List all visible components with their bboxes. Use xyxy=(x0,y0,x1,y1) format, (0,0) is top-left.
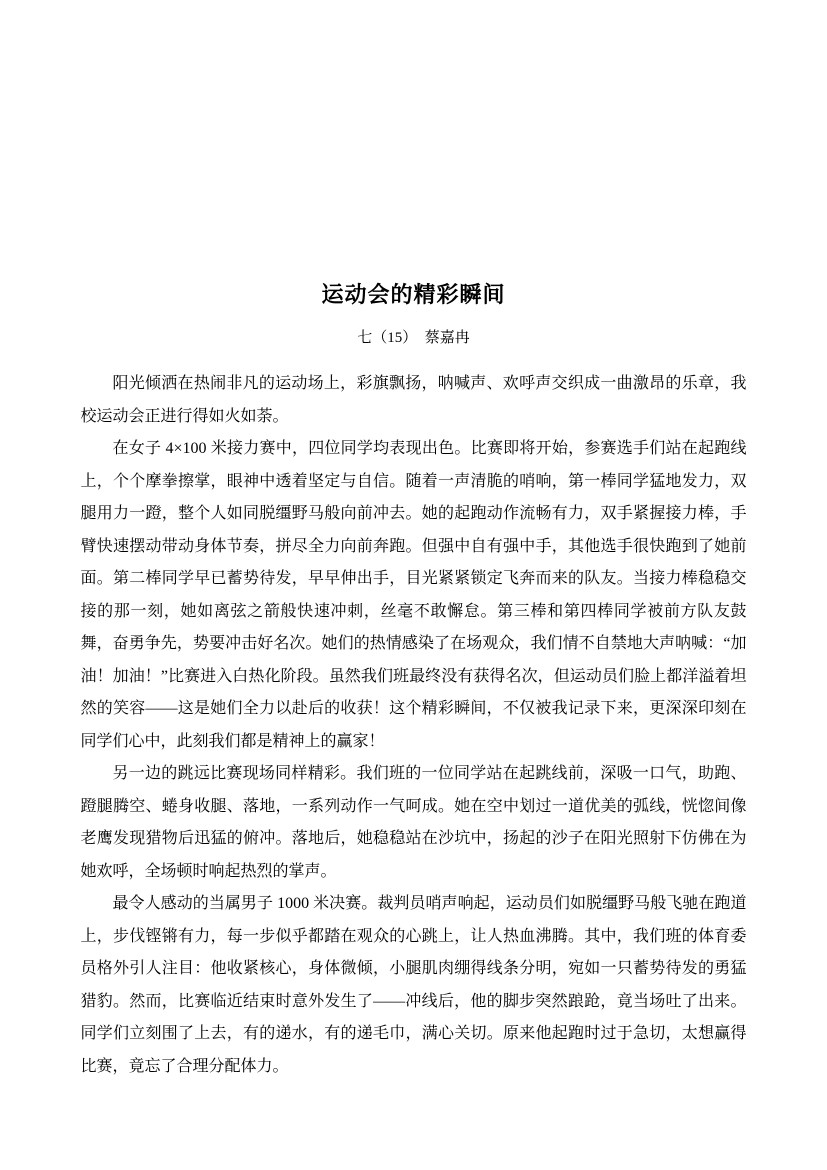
body-paragraph-3: 另一边的跳远比赛现场同样精彩。我们班的一位同学站在起跳线前，深吸一口气，助跑、蹬腿腾空、蜷身收腿、落地，一系列动作一气呵成。她在空中划过一道优美的弧线，恍惚间像老鹰发现猎物后迅猛的俯冲。落地后，她稳稳站在沙坑中，扬起的沙子在阳光照射下仿佛在为她欢呼，全场顿时响起热烈的掌声。 xyxy=(80,765,747,880)
body-paragraph-4: 最令人感动的当属男子 1000 米决赛。裁判员哨声响起，运动员们如脱缰野马般飞驰在跑道上，步伐铿锵有力，每一步似乎都踏在观众的心跳上，让人热血沸腾。其中，我们班的体育委员格外引人注目：他收紧核心，身体微倾，小腿肌肉绷得线条分明，宛如一只蓄势待发的勇猛猎豹。然而，比赛临近结束时意外发生了——冲线后，他的脚步突然踉跄，竟当场吐了出来。同学们立刻围了上去，有的递水，有的递毛巾，满心关切。原来他起跑时过于急切，太想赢得比赛，竟忘了合理分配体力。 xyxy=(80,895,747,1075)
essay-byline: 七（15） 蔡嘉冉 xyxy=(357,330,470,346)
body-paragraph-2: 在女子 4×100 米接力赛中，四位同学均表现出色。比赛即将开始，参赛选手们站在起跑线上，个个摩拳擦掌，眼神中透着坚定与自信。随着一声清脆的哨响，第一棒同学猛地发力，双腿用力一蹬，整个人如同脱缰野马般向前冲去。她的起跑动作流畅有力，双手紧握接力棒，手臂快速摆动带动身体节奏，拼尽全力向前奔跑。但强中自有强中手，其他选手很快跑到了她前面。第二棒同学早已蓄势待发，早早伸出手，目光紧紧锁定飞奔而来的队友。当接力棒稳稳交接的那一刻，她如离弦之箭般快速冲刺，丝毫不敢懈怠。第三棒和第四棒同学被前方队友鼓舞，奋勇争先，势要冲击好名次。她们的热情感染了在场观众，我们情不自禁地大声呐喊：“加油！加油！”比赛进入白热化阶段。虽然我们班最终没有获得名次，但运动员们脸上都洋溢着坦然的笑容——这是她们全力以赴后的收获！这个精彩瞬间，不仅被我记录下来，更深深印刻在同学们心中，此刻我们都是精神上的赢家！ xyxy=(80,440,747,750)
essay-body xyxy=(81,368,747,1083)
body-paragraph-1: 阳光倾洒在热闹非凡的运动场上，彩旗飘扬，呐喊声、欢呼声交织成一曲激昂的乐章，我校运动会正进行得如火如荼。 xyxy=(80,375,747,425)
essay-title: 运动会的精彩瞬间 xyxy=(321,282,506,307)
